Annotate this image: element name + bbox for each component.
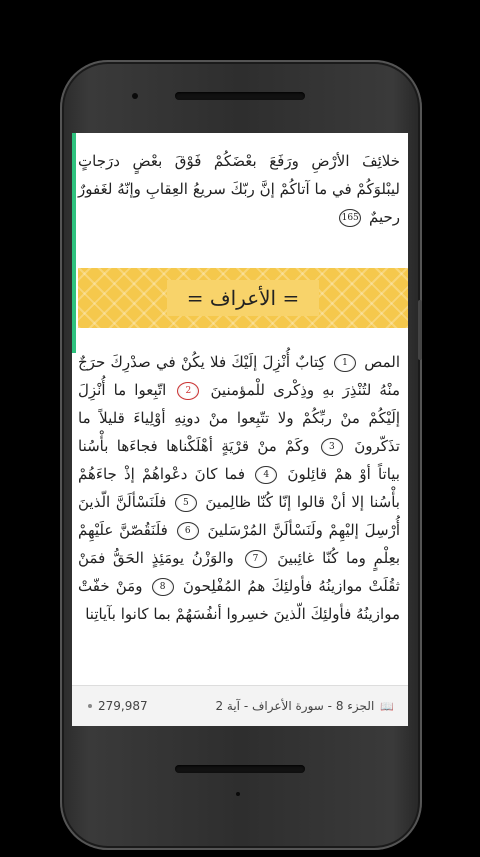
verse-number-badge[interactable]: 165	[339, 209, 361, 227]
verse-number-badge[interactable]: 8	[152, 578, 174, 596]
verse-text: ومَنْ خفّتْ موازينُهُ فأولئِكَ الّذينَ خسِروا أنفُسَهُمْ بما كانوا بآياتِنا	[78, 577, 400, 623]
verse-text: كِتابٌ أُنْزِلَ إلَيْكَ فلا يكُنْ في صدْرِكَ حرَجٌ منْهُ لتُنْذِرَ بهِ وذِكْرى للْمؤمنينَ	[78, 353, 400, 399]
verse-number-badge[interactable]: 6	[177, 522, 199, 540]
speaker-top	[175, 92, 305, 100]
accent-strip	[72, 133, 76, 353]
verse-text: فما كانَ دعْواهُمْ إذْ جاءَهُمْ بأْسُنا إلا أنْ قالوا إنّا كُنّا ظالِمينَ	[78, 465, 400, 511]
location-indicator[interactable]	[215, 699, 408, 713]
verse-number-badge-selected[interactable]: 2	[177, 382, 199, 400]
location-text: الجزء 8 - سورة الأعراف - آية 2	[215, 699, 375, 713]
counter	[72, 699, 148, 713]
verse-number-badge[interactable]: 4	[255, 466, 277, 484]
verse-text: والوَزْنُ يومَئِذٍ الحَقُّ فمَنْ ثقُلَتْ موازينُهُ فأولئِكَ همُ المُفْلِحونَ	[78, 549, 400, 595]
status-bar	[72, 685, 408, 726]
verse-number-badge[interactable]: 1	[334, 354, 356, 372]
verse-text: خلائِفَ الأرْضِ ورَفَعَ بعْضَكُمْ فَوْقَ بعْضٍ درَجاتٍ ليبْلوَكُمْ في	[78, 152, 400, 198]
previous-surah-ending[interactable]	[78, 147, 400, 231]
verse-text: فلَنَسْألَنَّ الّذينَ أُرْسِلَ إليْهِمْ ولَنَسْألَنَّ المُرْسَلينَ	[78, 493, 400, 539]
verse-number-badge[interactable]: 7	[245, 550, 267, 568]
surah-header-banner	[78, 268, 408, 328]
app-screen	[72, 133, 408, 726]
verse-text: اتّبِعوا ما أُنْزِلَ إلَيْكُمْ منْ ربِّكُمْ ولا تتّبِعوا منْ دونِهِ أوْلِياءَ قليلاً ما تذَكّرونَ	[78, 381, 400, 455]
dot-icon	[88, 704, 92, 708]
verse-text: ما آتاكُمْ إنَّ ربّكَ سريعُ العِقابِ وإنّهُ لغَفورٌ رحيمٌ	[78, 180, 400, 226]
surah-verses[interactable]	[78, 348, 400, 628]
verse-text: وكَمْ منْ قرْيَةٍ أهْلَكْناها فجاءَها بأْسُنا بياتاً أوْ همْ قائِلونَ	[78, 437, 400, 483]
verse-text: المص	[364, 353, 400, 371]
side-button	[418, 300, 422, 360]
verse-number-badge[interactable]: 3	[321, 438, 343, 456]
verse-text: فلَنَقُصّنَّ علَيْهِمْ بعِلْمٍ وما كُنّا غائِبينَ	[78, 521, 400, 567]
counter-value: 279,987	[98, 699, 148, 713]
surah-title: = الأعراف =	[167, 280, 319, 316]
speaker-bottom	[175, 765, 305, 773]
sensor	[236, 792, 240, 796]
verse-number-badge[interactable]: 5	[175, 494, 197, 512]
book-icon: 📖	[380, 699, 394, 713]
camera-icon	[132, 93, 138, 99]
